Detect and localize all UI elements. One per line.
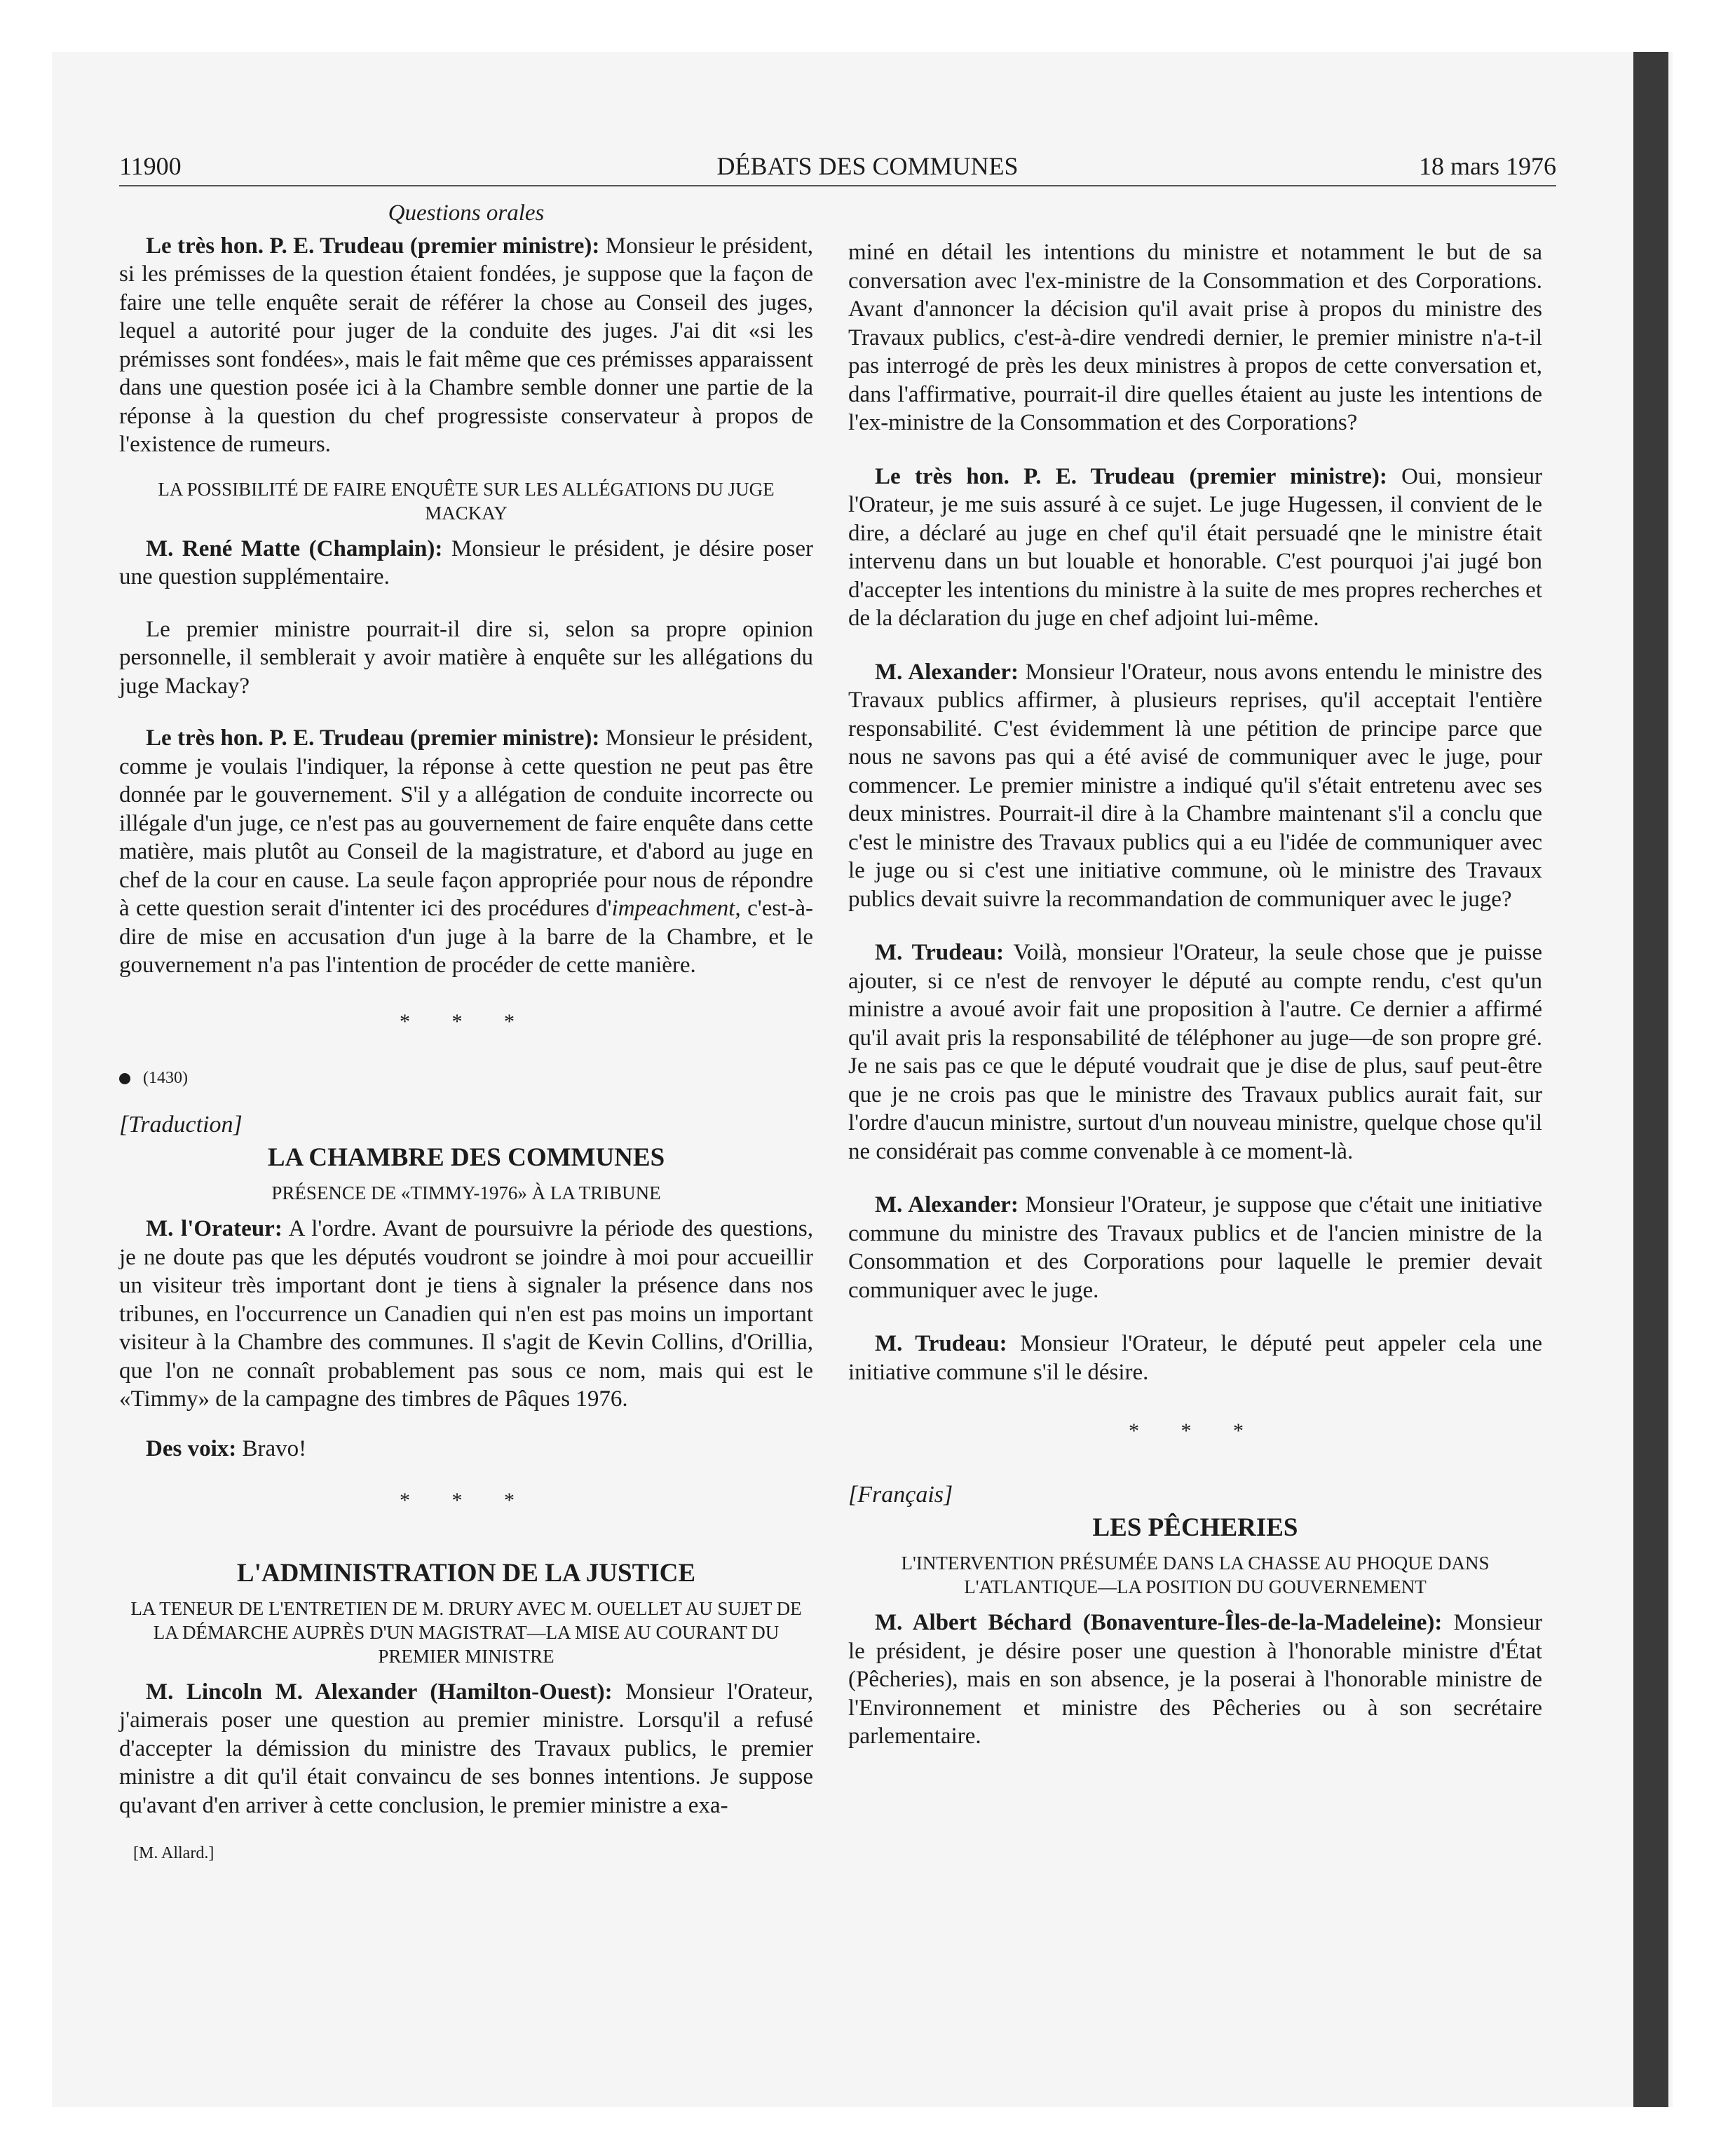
paragraph: Le premier ministre pourrait-il dire si, selon sa propre opinion personnelle, il semblerait y avoir matière à enquête sur les allégations du juge Mackay? xyxy=(119,616,813,699)
page-title: DÉBATS DES COMMUNES xyxy=(716,152,1019,180)
speaker: M. l'Orateur: xyxy=(146,1216,283,1241)
language-tag: [Traduction] xyxy=(119,1111,243,1138)
paragraph: M. l'Orateur: A l'ordre. Avant de poursuivre la période des questions, je ne doute pas que les députés voudront se joindre à moi pour accueillir un visiteur très important dont je tiens à signaler la présence dans nos tribunes, en l'occurrence un Canadien qui n'en est pas moins un important visiteur à la Chambre des communes. Il s'agit de Kevin Collins, d'Orillia, que l'on ne connaît probablement pas sous ce nom, mais qui est le «Timmy» de la campagne des timbres de Pâques 1976. xyxy=(119,1216,813,1412)
section-heading: LA CHAMBRE DES COMMUNES xyxy=(267,1143,665,1172)
section-divider: * * * xyxy=(1129,1419,1262,1442)
scan-edge xyxy=(1633,52,1668,2107)
speaker: Le très hon. P. E. Trudeau (premier ministre): xyxy=(146,233,600,259)
speaker: Le très hon. P. E. Trudeau (premier ministre): xyxy=(875,463,1387,489)
speaker: Le très hon. P. E. Trudeau (premier ministre): xyxy=(146,725,600,751)
subheading: LA POSSIBILITÉ DE FAIRE ENQUÊTE SUR LES ALLÉGATIONS DU JUGE MACKAY xyxy=(158,478,775,524)
paragraph: Le très hon. P. E. Trudeau (premier ministre): Monsieur le président, comme je voulais l'indiquer, la réponse à cette question ne peut pas être donnée par le gouvernement. S'il y a allégation de conduite incorrecte ou illégale d'un juge, ce n'est pas au gouvernement de faire enquête dans cette matière, mais plutôt au Conseil de la magistrature, et d'abord au juge en chef de la cour en cause. La seule façon appropriée pour nous de répondre à cette question serait d'intenter ici des procédures d'impeachment, c'est-à-dire de mise en accusation d'un juge à la barre de la Chambre, et le gouvernement n'a pas l'intention de procéder de cette manière. xyxy=(119,725,813,978)
paragraph: Le très hon. P. E. Trudeau (premier ministre): Oui, monsieur l'Orateur, je me suis assuré à ce sujet. Le juge Hugessen, il convient de le dire, a déclaré au juge en chef qu'il était persuadé qne le ministre était intervenu dans un but louable et honorable. C'est pourquoi j'ai jugé bon d'accepter les intentions du ministre à la suite de mes propres recherches et de la déclaration du juge en chef adjoint lui-même. xyxy=(848,463,1542,631)
paragraph: M. Alexander: Monsieur l'Orateur, nous avons entendu le ministre des Travaux publics affirmer, à plusieurs reprises, qu'il acceptait l'entière responsabilité. C'est évidemment là une pétition de principe parce que nous ne savons pas qui a été avisé de communiquer avec le juge, pour commencer. Le premier ministre a indiqué qu'il s'était entretenu avec ses deux ministres. Pourrait-il dire à la Chambre maintenant s'il a conclu que c'est le ministre des Travaux publics qui a eu l'idée de communiquer avec le juge ou si c'est une initiative commune, où le ministre des Travaux publics devait suivre la recommandation de communiquer avec le juge? xyxy=(848,659,1542,912)
paragraph: M. Lincoln M. Alexander (Hamilton-Ouest): Monsieur l'Orateur, j'aimerais poser une question au premier ministre. Lorsqu'il a refusé d'accepter la démission du ministre des Travaux publics, le premier ministre a dit qu'il était convaincu de ses bonnes intentions. Je suppose qu'avant d'en arriver à cette conclusion, le premier ministre a exa- xyxy=(119,1679,813,1818)
paragraph: M. René Matte (Champlain): Monsieur le président, je désire poser une question supplémentaire. xyxy=(119,535,813,589)
paragraph: miné en détail les intentions du ministre et notamment le but de sa conversation avec l'ex-ministre de la Consommation et des Corporations. Avant d'annoncer la décision qu'il avait prise à propos du ministre des Travaux publics, c'est-à-dire vendredi dernier, le premier ministre n'a-t-il pas interrogé de près les deux ministres à propos de cette conversation et, dans l'affirmative, pourrait-il dire quelles étaient au juste les intentions de l'ex-ministre de la Consommation et des Corporations? xyxy=(848,240,1542,435)
subheading: L'INTERVENTION PRÉSUMÉE DANS LA CHASSE AU PHOQUE DANS L'ATLANTIQUE—LA POSITION DU GOUVERNEMENT xyxy=(901,1553,1490,1597)
section-divider: * * * xyxy=(400,1009,533,1033)
paragraph: M. Trudeau: Monsieur l'Orateur, le député peut appeler cela une initiative commune s'il le désire. xyxy=(848,1331,1542,1385)
speaker: M. Alexander: xyxy=(875,659,1019,685)
speaker: M. Trudeau: xyxy=(875,1331,1007,1356)
subheading: PRÉSENCE DE «TIMMY-1976» À LA TRIBUNE xyxy=(271,1182,661,1203)
page-date: 18 mars 1976 xyxy=(1419,152,1556,180)
paragraph: M. Alexander: Monsieur l'Orateur, je suppose que c'était une initiative commune du ministre des Travaux publics et de l'ancien ministre de la Consommation et des Corporations pour laquelle le premier devait communiquer avec le juge. xyxy=(848,1192,1542,1303)
right-column xyxy=(848,238,1542,1766)
left-column xyxy=(119,199,813,1868)
section-label: Questions orales xyxy=(388,200,545,226)
page-number: 11900 xyxy=(119,152,182,180)
paragraph: Le très hon. P. E. Trudeau (premier ministre): Monsieur le président, si les prémisses de la question étaient fondées, je suppose que la façon de faire une telle enquête serait de référer la chose au Conseil des juges, lequel a autorité pour juger de la conduite des juges. J'ai dit «si les prémisses sont fondées», mais le fait même que ces prémisses apparaissent dans une question posée ici à la Chambre semble donner une partie de la réponse à la question du chef progressiste conservateur à propos de l'existence de rumeurs. xyxy=(119,233,813,457)
header-rule xyxy=(119,185,1556,186)
subheading: LA TENEUR DE L'ENTRETIEN DE M. DRURY AVEC M. OUELLET AU SUJET DE LA DÉMARCHE AUPRÈS D'UN MAGISTRAT—LA MISE AU COURANT DU PREMIER MINISTRE xyxy=(130,1597,802,1667)
section-heading: LES PÊCHERIES xyxy=(1092,1513,1298,1542)
speaker: M. Lincoln M. Alexander (Hamilton-Ouest): xyxy=(146,1679,613,1705)
paragraph: Des voix: Bravo! xyxy=(146,1435,307,1461)
paragraph: M. Albert Béchard (Bonaventure-Îles-de-la-Madeleine): Monsieur le président, je désire poser une question à l'honorable ministre d'État (Pêcheries), mais en son absence, je la poserai à l'honorable ministre de l'Environnement et ministre des Pêcheries ou à son secrétaire parlementaire. xyxy=(848,1610,1542,1749)
paragraph: M. Trudeau: Voilà, monsieur l'Orateur, la seule chose que je puisse ajouter, si ce n'est de renvoyer le député au compte rendu, c'est qu'un ministre a avoué avoir fait une proposition à l'autre. Ce dernier a affirmé qu'il avait pris la responsabilité de téléphoner au juge—de son propre gré. Je ne sais pas ce que le député voudrait que je dise de plus, sauf peut-être que je ne crois pas que le ministre des Travaux publics aurait fait, sur l'ordre d'aucun ministre, surtout d'un nouveau ministre, quelque chose qu'il ne considérait pas comme convenable à ce moment-là. xyxy=(848,940,1542,1164)
language-tag: [Français] xyxy=(848,1481,953,1508)
speaker: Des voix: xyxy=(146,1435,237,1461)
section-heading: L'ADMINISTRATION DE LA JUSTICE xyxy=(236,1558,696,1588)
speaker: M. René Matte (Champlain): xyxy=(146,535,443,561)
speaker: M. Trudeau: xyxy=(875,940,1005,965)
speaker: M. Albert Béchard (Bonaventure-Îles-de-la-Madeleine): xyxy=(875,1610,1443,1635)
time-marker: (1430) xyxy=(119,1064,813,1093)
bullet-icon xyxy=(119,1073,130,1084)
section-divider: * * * xyxy=(400,1489,533,1512)
footnote: [M. Allard.] xyxy=(133,1844,215,1862)
speaker: M. Alexander: xyxy=(875,1192,1019,1217)
